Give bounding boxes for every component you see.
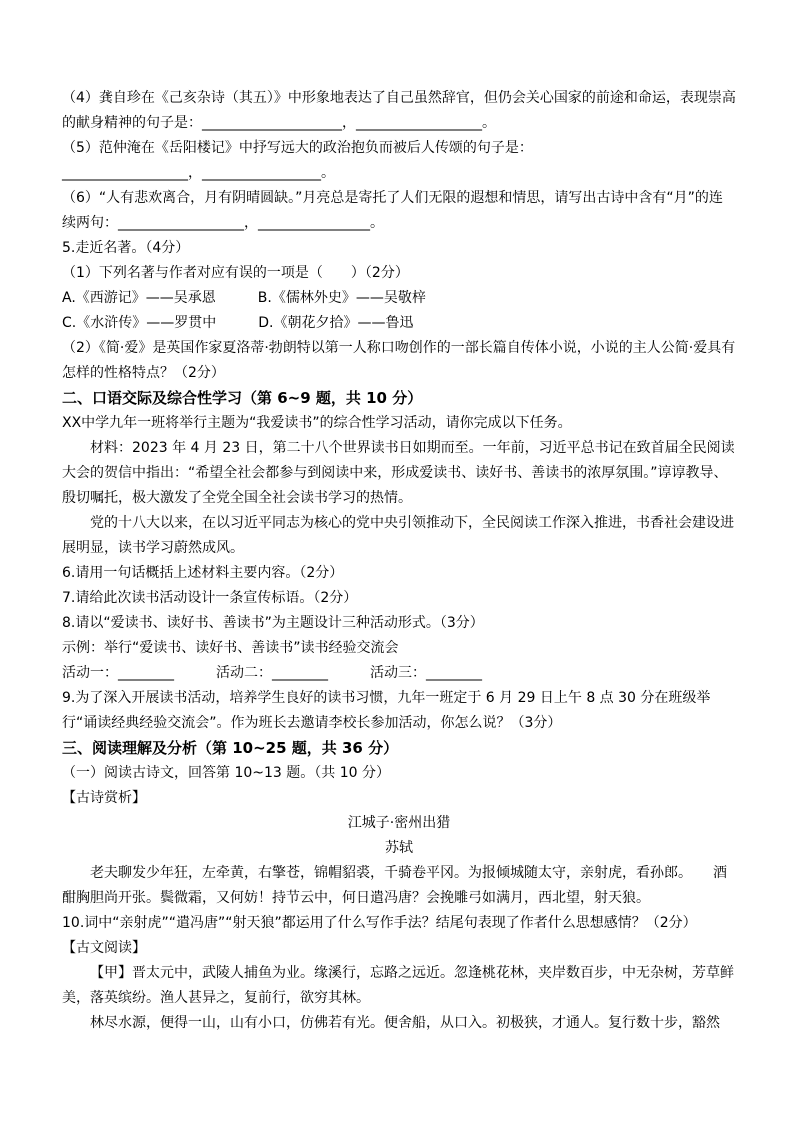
activity-intro: XX中学九年一班将举行主题为“我爱读书”的综合性学习活动，请你完成以下任务。	[62, 415, 572, 431]
choice-options-a-b: A.《西游记》——吴承恩 B.《儒林外史》——吴敬梓	[62, 290, 426, 306]
question-5-blank-line: __________________，_________________。	[62, 165, 335, 181]
question-8-example: 示例：举行“爱读书、读好书、善读书”读书经验交流会	[62, 640, 399, 656]
question-4-dictation: （4）龚自珍在《己亥杂诗（其五）》中形象地表达了自己虽然辞官，但仍会关心国家的前途和命运，表现崇高的献身精神的句子是：____________________，__________________。	[62, 90, 736, 131]
section-3-heading: 三、阅读理解及分析（第 10~25 题，共 36 分）	[62, 739, 399, 757]
question-5-1-choice: （1）下列名著与作者对应有误的一项是（ ）（2分）	[62, 265, 409, 281]
section-5-heading: 5.走近名著。（4分）	[62, 240, 190, 256]
question-8-blanks: 活动一：________ 活动二：________ 活动三：________	[62, 665, 482, 681]
material-paragraph-2: 党的十八大以来，在以习近平同志为核心的党中央引领推动下，全民阅读工作深入推进，书香社会建设进展明显，读书学习蔚然成风。	[62, 515, 734, 556]
passage-jia-paragraph-2: 林尽水源，便得一山，山有小口，仿佛若有光。便舍船，从口入。初极狭，才通人。复行数十步，豁然	[90, 1015, 720, 1031]
question-7-slogan: 7.请给此次读书活动设计一条宣传标语。（2分）	[62, 590, 358, 606]
choice-options-c-d: C.《水浒传》——罗贯中 D.《朝花夕拾》——鲁迅	[62, 315, 414, 331]
question-9-invitation: 9.为了深入开展读书活动，培养学生良好的读书习惯，九年一班定于 6 月 29 日上午 8 点 30 分在班级举行“诵读经典经验交流会”。作为班长去邀请李校长参加活动，你怎么说？（3分）	[62, 690, 711, 731]
part-1-instruction: （一）阅读古诗文，回答第 10~13 题。（共 10 分）	[62, 765, 390, 781]
question-10-poem: 10.词中“亲射虎”“遣冯唐”“射天狼”都运用了什么写作手法？结尾句表现了作者什么思想感情？（2分）	[62, 915, 697, 931]
question-5-dictation-prompt: （5）范仲淹在《岳阳楼记》中抒写远大的政治抱负而被后人传颂的句子是：	[62, 140, 533, 156]
question-8-activities: 8.请以“爱读书、读好书、善读书”为主题设计三种活动形式。（3分）	[62, 615, 484, 631]
section-2-heading: 二、口语交际及综合性学习（第 6~9 题，共 10 分）	[62, 389, 423, 407]
document-body	[62, 86, 736, 1036]
poem-text: 老夫聊发少年狂，左牵黄，右擎苍，锦帽貂裘，千骑卷平冈。为报倾城随太守，亲射虎，看孙郎。 酒酣胸胆尚开张。鬓微霜，又何妨！持节云中，何日遣冯唐？会挽雕弓如满月，西北望，射天狼。	[62, 865, 727, 906]
poem-author: 苏轼	[385, 840, 413, 856]
material-paragraph-1: 材料：2023 年 4 月 23 日，第二十八个世界读书日如期而至。一年前，习近平总书记在致首届全民阅读大会的贺信中指出：“希望全社会都参与到阅读中来，形成爱读书、读好书、善读书的浓厚氛围。”谆谆教导、殷切嘱托，极大激发了全党全国全社会读书学习的热情。	[62, 440, 735, 506]
question-6-summarize: 6.请用一句话概括上述材料主要内容。（2分）	[62, 565, 344, 581]
poem-title: 江城子·密州出猎	[347, 815, 451, 831]
passage-jia-paragraph-1: 【甲】晋太元中，武陵人捕鱼为业。缘溪行，忘路之远近。忽逢桃花林，夹岸数百步，中无杂树，芳草鲜美，落英缤纷。渔人甚异之，复前行，欲穷其林。	[62, 965, 734, 1006]
poetry-appreciation-label: 【古诗赏析】	[62, 790, 146, 806]
classical-reading-label: 【古文阅读】	[62, 940, 146, 956]
question-5-2-jane-eyre: （2）《简·爱》是英国作家夏洛蒂·勃朗特以第一人称口吻创作的一部长篇自传体小说，小说的主人公简·爱具有怎样的性格特点？（2分）	[62, 340, 736, 381]
question-6-dictation: （6）“人有悲欢离合，月有阴晴圆缺。”月亮总是寄托了人们无限的遐想和情思，请写出古诗中含有“月”的连续两句：__________________，________________。	[62, 190, 723, 231]
